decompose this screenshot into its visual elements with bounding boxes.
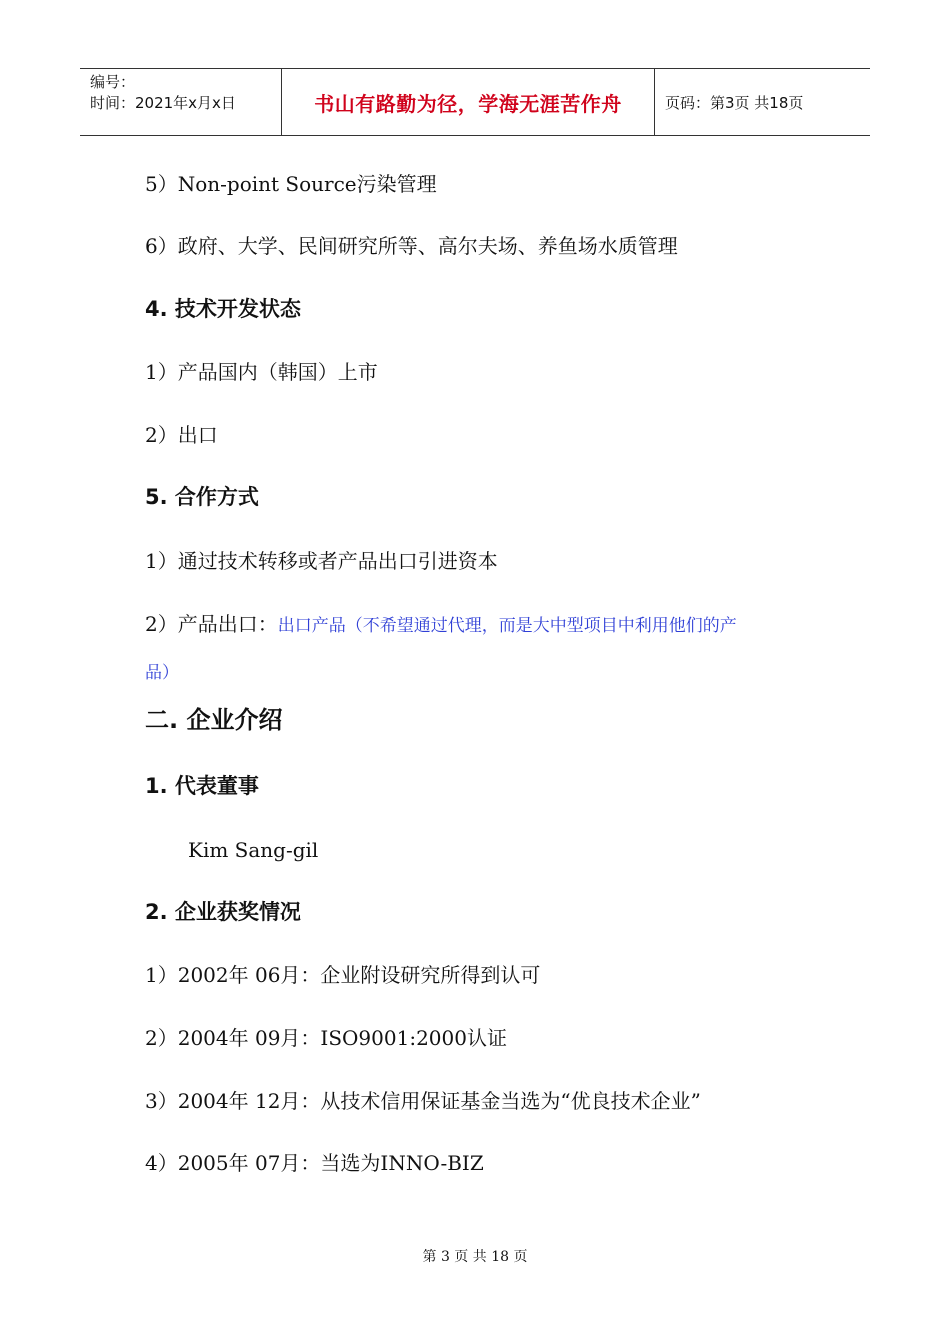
s5-list-item-1: 1）通过技术转移或者产品出口引进资本	[145, 549, 498, 573]
representative-name: Kim Sang-gil	[188, 838, 319, 862]
s5-item-2-detail-continued: 品）	[145, 663, 179, 683]
list-item-6: 6）政府、大学、民间研究所等、高尔夫场、养鱼场水质管理	[145, 234, 678, 258]
award-item-3: 3）2004年 12月：从技术信用保证基金当选为“优良技术企业”	[145, 1089, 701, 1113]
section-5-heading: 5. 合作方式	[145, 485, 259, 509]
part-2-heading: 二. 企业介绍	[145, 706, 283, 734]
s5-item-2-prefix: 2）产品出口：	[145, 612, 278, 636]
award-item-2: 2）2004年 09月：ISO9001:2000认证	[145, 1026, 507, 1050]
p2-heading-awards: 2. 企业获奖情况	[145, 900, 301, 924]
section-4-heading: 4. 技术开发状态	[145, 297, 301, 321]
header-meta	[80, 69, 281, 135]
s4-list-item-2: 2）出口	[145, 423, 218, 447]
list-item-5: 5）Non-point Source污染管理	[145, 172, 437, 196]
page-footer: 第 3 页 共 18 页	[422, 1249, 528, 1265]
header-number-label: 编号：	[90, 73, 136, 91]
s4-list-item-1: 1）产品国内（韩国）上市	[145, 360, 378, 384]
header-date-label: 时间：2021年x月x日	[90, 94, 236, 112]
page-header	[80, 68, 870, 136]
s5-item-2-detail: 出口产品（不希望通过代理，而是大中型项目中利用他们的产	[277, 616, 737, 636]
header-motto: 书山有路勤为径，学海无涯苦作舟	[281, 69, 655, 135]
p2-heading-representative: 1. 代表董事	[145, 774, 259, 798]
s5-list-item-2	[145, 611, 737, 639]
header-page-label: 页码：第3页 共18页	[665, 93, 804, 112]
award-item-1: 1）2002年 06月：企业附设研究所得到认可	[145, 963, 541, 987]
award-item-4: 4）2005年 07月：当选为INNO-BIZ	[145, 1151, 484, 1175]
